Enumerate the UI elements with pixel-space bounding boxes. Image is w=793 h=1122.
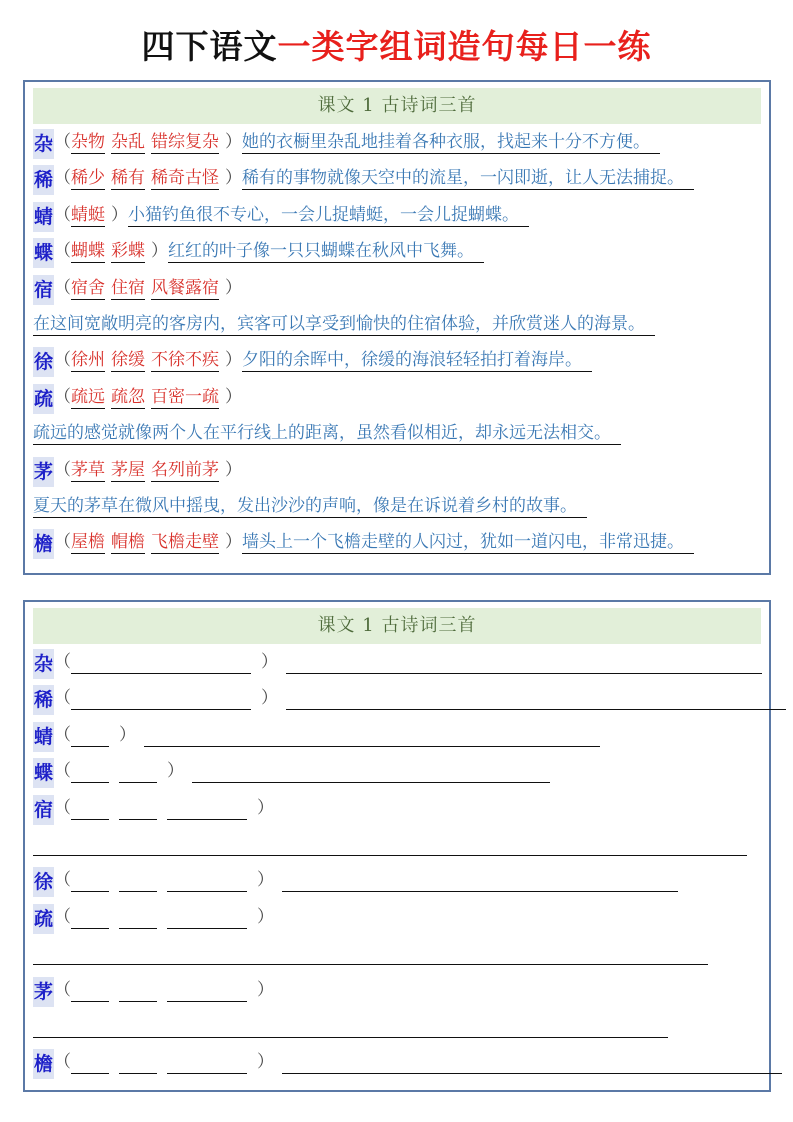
close-paren: ） xyxy=(225,386,242,407)
close-paren: ） xyxy=(257,979,274,1000)
target-character: 徐 xyxy=(33,867,54,897)
target-character: 蝶 xyxy=(33,758,54,788)
word-item: 蝴蝶 xyxy=(71,241,105,262)
word-item: 宿舍 xyxy=(71,277,105,298)
word-item: 疏远 xyxy=(71,386,105,407)
answer-entry xyxy=(33,524,769,560)
close-paren: ） xyxy=(257,870,274,891)
close-paren: ） xyxy=(151,241,168,262)
word-blank[interactable] xyxy=(119,869,157,892)
word-blank[interactable] xyxy=(119,797,157,820)
close-paren: ） xyxy=(225,168,242,189)
word-item: 稀少 xyxy=(71,168,105,189)
practice-entry xyxy=(33,717,769,753)
word-blank[interactable] xyxy=(167,1051,247,1074)
open-paren: （ xyxy=(54,979,71,1000)
open-paren: （ xyxy=(54,761,71,782)
word-item: 风餐露宿 xyxy=(151,277,219,298)
word-item: 飞檐走壁 xyxy=(151,532,219,553)
word-item: 不徐不疾 xyxy=(151,350,219,371)
word-item: 错综复杂 xyxy=(151,132,219,152)
open-paren: （ xyxy=(54,688,71,709)
target-character: 蝶 xyxy=(33,238,54,268)
sentence-blank[interactable] xyxy=(33,942,708,965)
target-character: 蜻 xyxy=(33,202,54,232)
example-sentence: 她的衣橱里杂乱地挂着各种衣服，找起来十分不方便。 xyxy=(242,132,660,154)
practice-entry xyxy=(33,1044,769,1080)
word-item: 徐缓 xyxy=(111,350,145,371)
close-paren: ） xyxy=(261,688,278,709)
practice-entry xyxy=(33,680,769,716)
word-blank[interactable] xyxy=(71,1051,109,1074)
practice-panel-heading: 课文 1 古诗词三首 xyxy=(33,608,761,644)
close-paren: ） xyxy=(257,797,274,818)
open-paren: （ xyxy=(54,652,71,672)
sentence-blank[interactable] xyxy=(282,1051,782,1074)
close-paren: ） xyxy=(257,906,274,927)
sentence-blank-row xyxy=(33,1008,769,1044)
target-character: 稀 xyxy=(33,165,54,195)
close-paren: ） xyxy=(119,724,136,745)
sentence-blank[interactable] xyxy=(282,869,678,892)
answer-entry xyxy=(33,379,769,415)
word-item: 茅草 xyxy=(71,459,105,480)
target-character: 檐 xyxy=(33,529,54,559)
practice-entry xyxy=(33,644,769,680)
target-character: 徐 xyxy=(33,347,54,377)
word-item: 彩蝶 xyxy=(111,241,145,262)
word-blank[interactable] xyxy=(71,979,109,1002)
word-blank[interactable] xyxy=(71,797,109,820)
close-paren: ） xyxy=(225,459,242,480)
answer-sentence-row xyxy=(33,306,769,342)
example-sentence: 稀有的事物就像天空中的流星，一闪即逝，让人无法捕捉。 xyxy=(242,168,694,190)
example-sentence: 小猫钓鱼很不专心，一会儿捉蜻蜓，一会儿捉蝴蝶。 xyxy=(128,205,529,227)
example-sentence: 红红的叶子像一只只蝴蝶在秋风中飞舞。 xyxy=(168,241,484,263)
word-item: 名列前茅 xyxy=(151,459,219,480)
answer-entry xyxy=(33,270,769,306)
answer-panel-heading: 课文 1 古诗词三首 xyxy=(33,88,761,124)
sentence-blank-row xyxy=(33,935,769,971)
open-paren: （ xyxy=(54,350,71,371)
example-sentence: 夏天的茅草在微风中摇曳，发出沙沙的声响，像是在诉说着乡村的故事。 xyxy=(33,496,587,518)
close-paren: ） xyxy=(167,761,184,782)
word-blank[interactable] xyxy=(167,906,247,929)
open-paren: （ xyxy=(54,241,71,262)
close-paren: ） xyxy=(225,132,242,152)
word-item: 杂乱 xyxy=(111,132,145,152)
answer-sentence-row xyxy=(33,415,769,451)
target-character: 茅 xyxy=(33,457,54,487)
word-item: 屋檐 xyxy=(71,532,105,553)
word-blank[interactable] xyxy=(167,979,247,1002)
word-blank[interactable] xyxy=(71,724,109,747)
open-paren: （ xyxy=(54,724,71,745)
title-grade-subject: 四下语文 xyxy=(141,27,278,66)
target-character: 檐 xyxy=(33,1049,54,1079)
word-blank[interactable] xyxy=(71,687,251,710)
practice-rows xyxy=(25,644,769,1081)
target-character: 稀 xyxy=(33,685,54,715)
target-character: 杂 xyxy=(33,649,54,679)
open-paren: （ xyxy=(54,797,71,818)
answer-sentence-row xyxy=(33,488,769,524)
target-character: 宿 xyxy=(33,275,54,305)
answer-entry xyxy=(33,452,769,488)
close-paren: ） xyxy=(111,204,128,225)
practice-entry xyxy=(33,790,769,826)
target-character: 疏 xyxy=(33,904,54,934)
close-paren: ） xyxy=(257,1052,274,1073)
practice-entry xyxy=(33,753,769,789)
word-blank[interactable] xyxy=(119,1051,157,1074)
word-item: 蜻蜓 xyxy=(71,204,105,225)
word-blank[interactable] xyxy=(119,979,157,1002)
open-paren: （ xyxy=(54,459,71,480)
answer-rows xyxy=(25,124,769,561)
title-exercise-name: 一类字组词造句每日一练 xyxy=(277,27,652,66)
open-paren: （ xyxy=(54,204,71,225)
word-item: 稀奇古怪 xyxy=(151,168,219,189)
word-blank[interactable] xyxy=(71,906,109,929)
close-paren: ） xyxy=(261,652,278,672)
practice-panel xyxy=(23,600,771,1092)
example-sentence: 疏远的感觉就像两个人在平行线上的距离，虽然看似相近，却永远无法相交。 xyxy=(33,423,621,445)
page-title xyxy=(0,22,793,72)
target-character: 宿 xyxy=(33,795,54,825)
answer-entry xyxy=(33,233,769,269)
sentence-blank[interactable] xyxy=(33,1015,668,1038)
word-blank[interactable] xyxy=(119,906,157,929)
word-blank[interactable] xyxy=(119,760,157,783)
example-sentence: 在这间宽敞明亮的客房内，宾客可以享受到愉快的住宿体验，并欣赏迷人的海景。 xyxy=(33,314,655,336)
practice-entry xyxy=(33,972,769,1008)
word-item: 稀有 xyxy=(111,168,145,189)
practice-entry xyxy=(33,899,769,935)
word-item: 杂物 xyxy=(71,132,105,152)
close-paren: ） xyxy=(225,350,242,371)
sentence-blank[interactable] xyxy=(286,687,786,710)
word-item: 徐州 xyxy=(71,350,105,371)
answer-entry xyxy=(33,342,769,378)
sentence-blank-row xyxy=(33,826,769,862)
answer-entry xyxy=(33,197,769,233)
answer-entry xyxy=(33,124,769,160)
open-paren: （ xyxy=(54,1052,71,1073)
word-item: 住宿 xyxy=(111,277,145,298)
target-character: 杂 xyxy=(33,129,54,159)
word-blank[interactable] xyxy=(167,797,247,820)
target-character: 茅 xyxy=(33,977,54,1007)
word-blank[interactable] xyxy=(71,651,251,674)
open-paren: （ xyxy=(54,386,71,407)
word-item: 帽檐 xyxy=(111,532,145,553)
open-paren: （ xyxy=(54,277,71,298)
open-paren: （ xyxy=(54,532,71,553)
example-sentence: 墙头上一个飞檐走壁的人闪过，犹如一道闪电，非常迅捷。 xyxy=(242,532,694,554)
sentence-blank[interactable] xyxy=(192,760,550,783)
open-paren: （ xyxy=(54,906,71,927)
answer-entry xyxy=(33,160,769,196)
word-blank[interactable] xyxy=(167,869,247,892)
sentence-blank[interactable] xyxy=(286,651,762,674)
practice-entry xyxy=(33,862,769,898)
open-paren: （ xyxy=(54,132,71,152)
word-blank[interactable] xyxy=(71,869,109,892)
sentence-blank[interactable] xyxy=(33,833,747,856)
open-paren: （ xyxy=(54,168,71,189)
word-blank[interactable] xyxy=(71,760,109,783)
target-character: 疏 xyxy=(33,384,54,414)
example-sentence: 夕阳的余晖中，徐缓的海浪轻轻拍打着海岸。 xyxy=(242,350,592,372)
word-item: 百密一疏 xyxy=(151,386,219,407)
word-item: 茅屋 xyxy=(111,459,145,480)
open-paren: （ xyxy=(54,870,71,891)
answer-panel xyxy=(23,80,771,575)
word-item: 疏忽 xyxy=(111,386,145,407)
close-paren: ） xyxy=(225,532,242,553)
sentence-blank[interactable] xyxy=(144,724,600,747)
close-paren: ） xyxy=(225,277,242,298)
target-character: 蜻 xyxy=(33,722,54,752)
